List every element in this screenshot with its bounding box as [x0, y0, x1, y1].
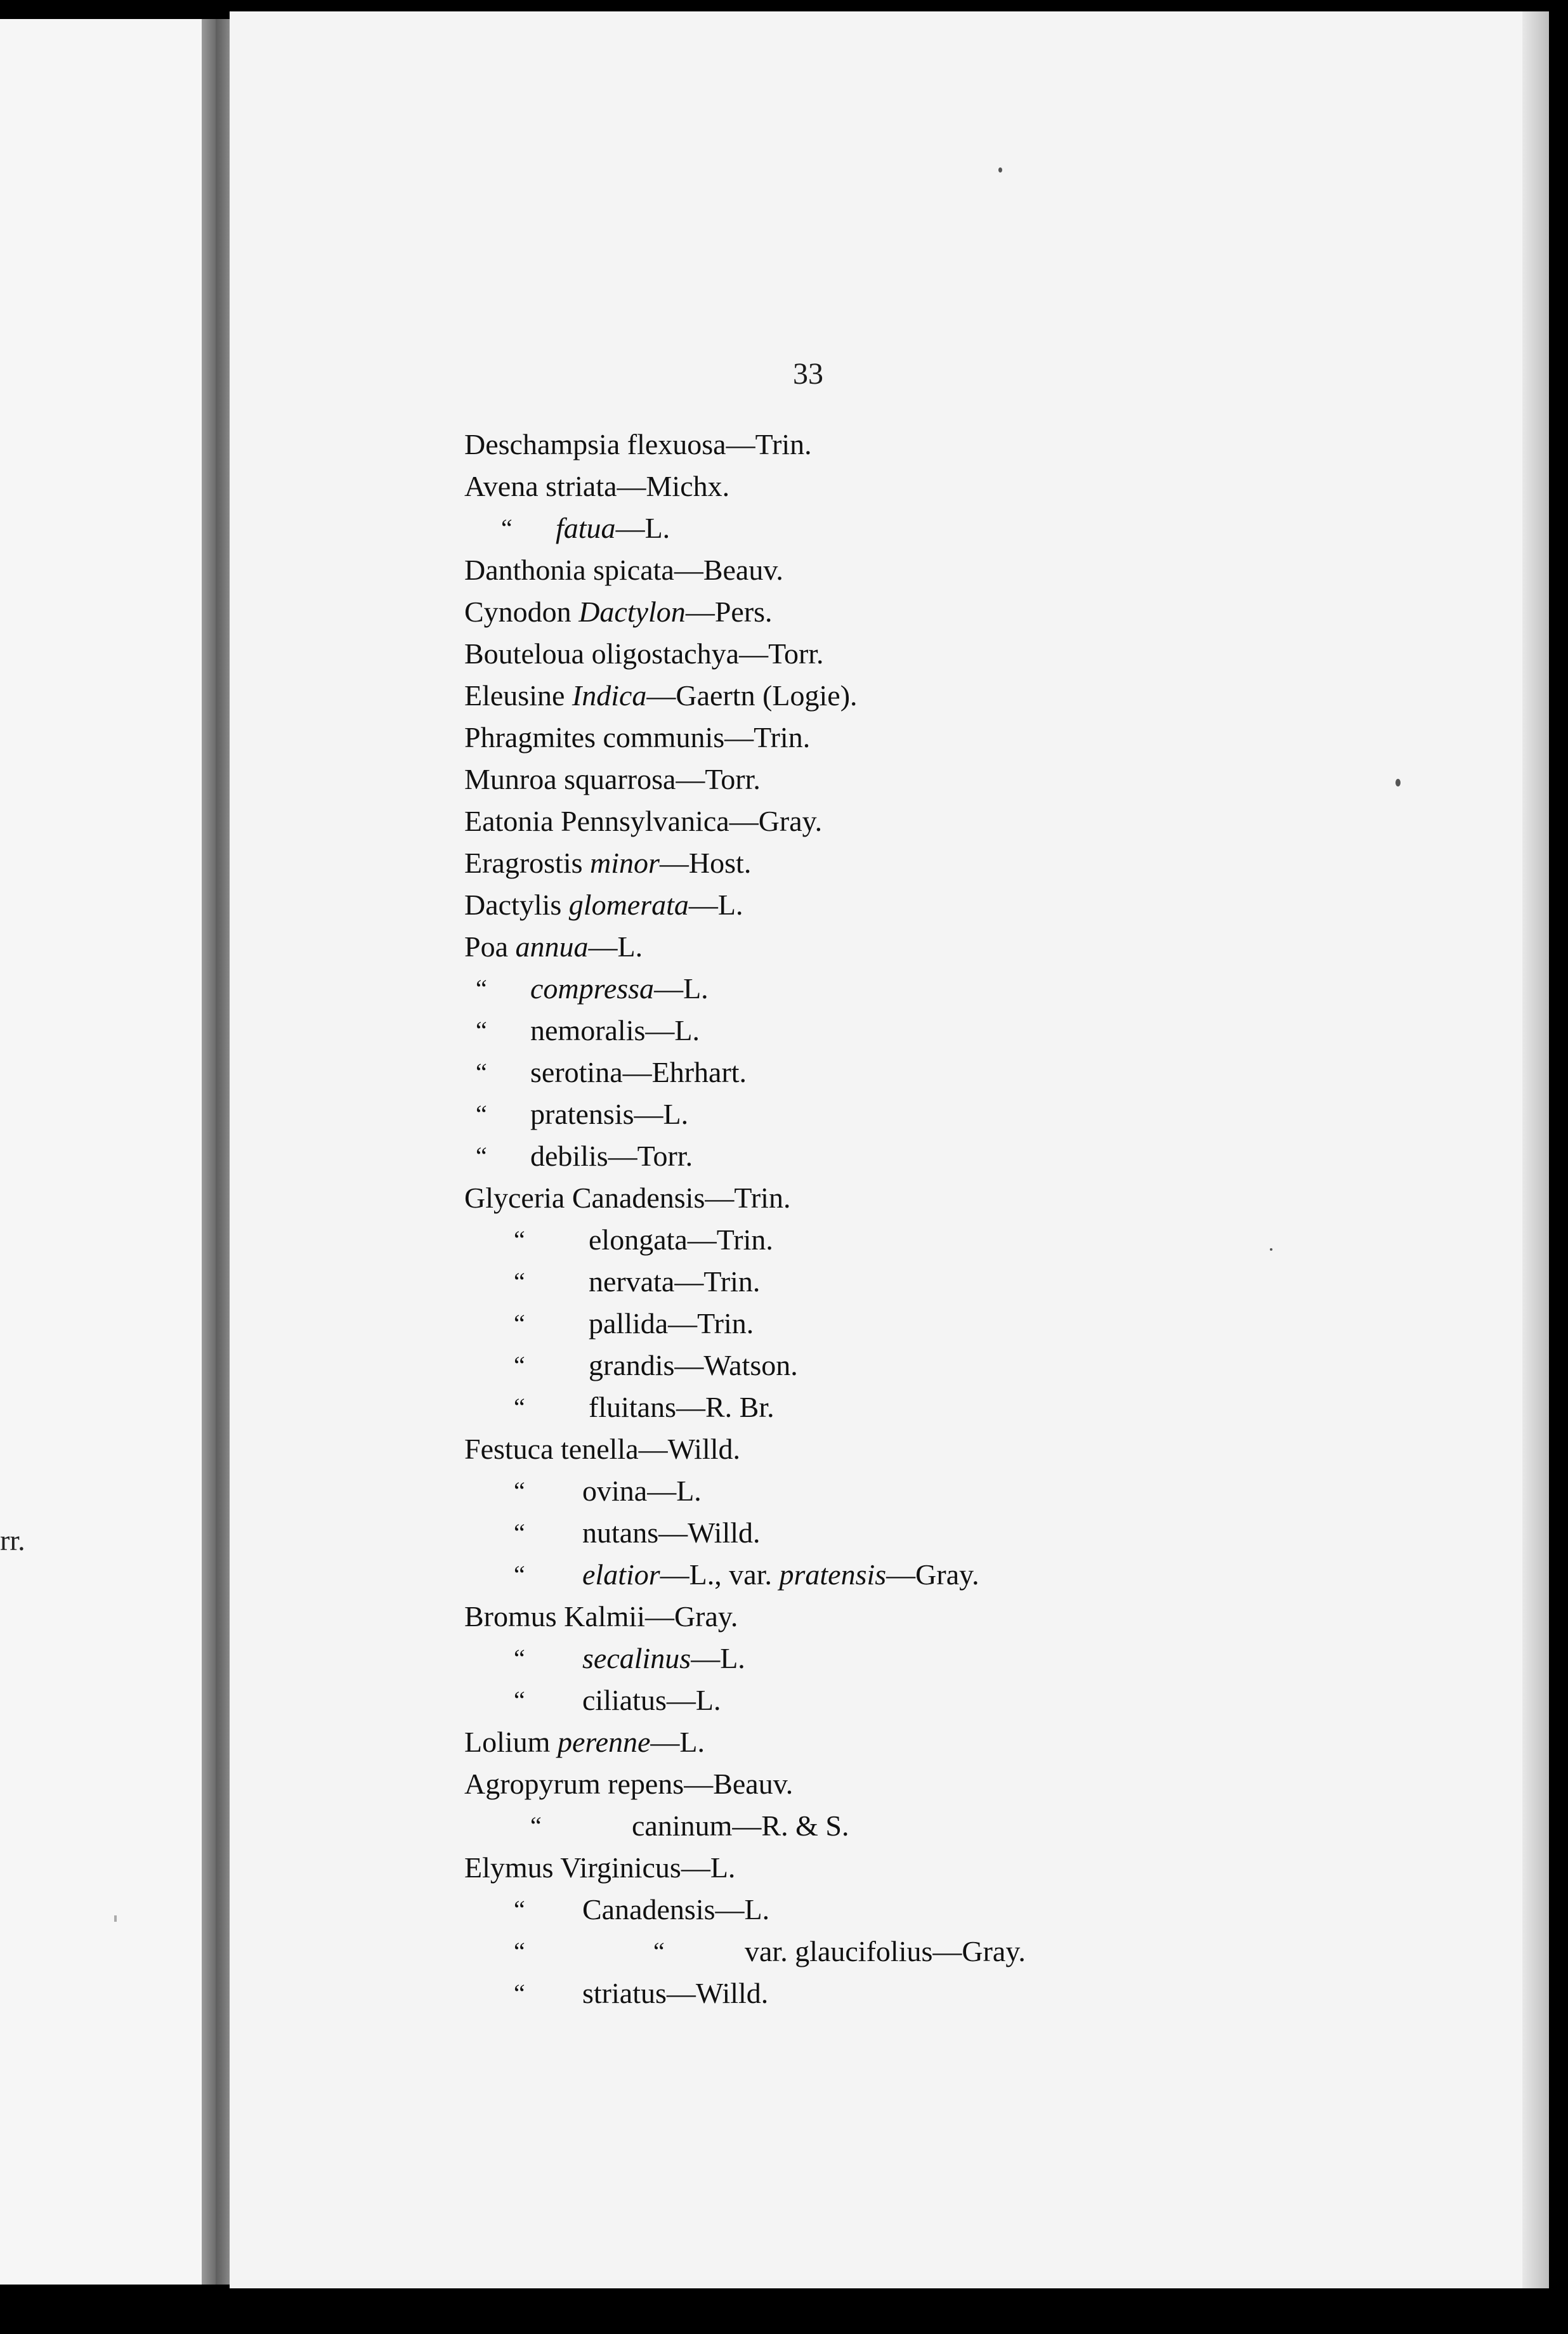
species-name	[582, 1972, 768, 2014]
ditto-mark: “	[476, 1142, 487, 1170]
name-text: serotina—Ehrhart.	[530, 1056, 747, 1088]
italic-epithet: elatior	[582, 1558, 660, 1591]
name-text: Glyceria Canadensis—Trin.	[464, 1182, 791, 1214]
name-text: Elymus Virginicus—L.	[464, 1851, 736, 1884]
species-name	[464, 1763, 793, 1805]
species-name	[464, 1428, 740, 1470]
species-name	[582, 1638, 745, 1679]
ditto-mark: “	[514, 1644, 525, 1672]
species-name	[464, 800, 822, 842]
name-text: Phragmites communis—Trin.	[464, 721, 811, 753]
species-name	[464, 759, 761, 800]
ditto-mark: “	[514, 1477, 525, 1505]
ditto-mark: “	[514, 1979, 525, 2007]
name-text: Avena striata—Michx.	[464, 470, 730, 502]
name-text: —Pers.	[685, 596, 773, 628]
name-text: elongata—Trin.	[589, 1223, 773, 1256]
ditto-mark: “	[501, 514, 513, 542]
species-name	[589, 1219, 773, 1261]
name-text: Danthonia spicata—Beauv.	[464, 554, 783, 586]
species-name	[589, 1345, 798, 1386]
species-name	[530, 968, 709, 1010]
name-text: caninum—R. & S.	[632, 1809, 849, 1842]
page-right-edge	[1522, 11, 1549, 2288]
species-name	[745, 1931, 1026, 1972]
italic-epithet: compressa	[530, 972, 655, 1005]
ditto-mark: “	[514, 1351, 525, 1379]
species-name	[582, 1679, 721, 1721]
ditto-mark: “	[530, 1811, 542, 1840]
species-name	[589, 1261, 760, 1303]
name-text: Agropyrum repens—Beauv.	[464, 1768, 794, 1800]
italic-epithet: fatua	[556, 512, 616, 544]
name-text: Munroa squarrosa—Torr.	[464, 763, 761, 795]
ditto-mark: “	[514, 1393, 525, 1421]
species-name	[582, 1512, 761, 1554]
left-page-text-fragment: rr.	[0, 1524, 25, 1556]
page-number: 33	[793, 357, 823, 391]
species-name	[464, 842, 751, 884]
species-name	[582, 1470, 702, 1512]
ditto-mark: “	[514, 1560, 525, 1589]
name-text: Bouteloua oligostachya—Torr.	[464, 637, 824, 670]
italic-epithet: pratensis	[779, 1558, 887, 1591]
name-text: —Gaertn (Logie).	[646, 679, 858, 712]
ditto-mark: “	[514, 1225, 525, 1254]
species-name	[464, 675, 858, 717]
name-text: grandis—Watson.	[589, 1349, 798, 1381]
name-text: —L., var.	[660, 1558, 780, 1591]
italic-epithet: Dactylon	[578, 596, 686, 628]
name-text: —L.	[688, 889, 743, 921]
species-name	[530, 1052, 747, 1093]
name-text: Bromus Kalmii—Gray.	[464, 1600, 738, 1633]
name-text: Eragrostis	[464, 847, 591, 879]
species-name	[530, 1093, 688, 1135]
name-text: —L.	[615, 512, 670, 544]
name-text: pallida—Trin.	[589, 1307, 754, 1340]
italic-epithet: minor	[590, 847, 660, 879]
species-name	[464, 1847, 735, 1889]
name-text: fluitans—R. Br.	[589, 1391, 774, 1423]
name-text: striatus—Willd.	[582, 1977, 769, 2009]
ditto-mark: “	[514, 1267, 525, 1296]
name-text: —Gray.	[886, 1558, 979, 1591]
ditto-mark: “	[514, 1895, 525, 1924]
ditto-mark: “	[514, 1518, 525, 1547]
name-text: —L.	[691, 1642, 745, 1674]
name-text: Dactylis	[464, 889, 569, 921]
species-name	[464, 466, 729, 507]
name-text: nervata—Trin.	[589, 1265, 761, 1298]
species-name	[464, 549, 783, 591]
name-text: nemoralis—L.	[530, 1014, 700, 1046]
ditto-mark: “	[653, 1937, 665, 1966]
name-text: Lolium	[464, 1726, 558, 1758]
name-text: —Host.	[659, 847, 752, 879]
italic-epithet: annua	[515, 930, 589, 963]
name-text: pratensis—L.	[530, 1098, 689, 1130]
species-name	[464, 591, 773, 633]
species-name	[589, 1303, 754, 1345]
species-name	[589, 1386, 774, 1428]
page-speck	[998, 167, 1002, 173]
name-text: Canadensis—L.	[582, 1893, 770, 1926]
italic-epithet: secalinus	[582, 1642, 691, 1674]
italic-epithet: Indica	[572, 679, 647, 712]
species-name	[464, 1721, 705, 1763]
species-name	[530, 1010, 700, 1052]
species-name	[582, 1889, 769, 1931]
species-name	[582, 1554, 979, 1596]
species-name	[464, 884, 743, 926]
species-name	[464, 926, 643, 968]
name-text: Eatonia Pennsylvanica—Gray.	[464, 805, 823, 837]
name-text: —L.	[588, 930, 643, 963]
ditto-mark: “	[514, 1686, 525, 1714]
left-facing-page	[0, 19, 202, 2285]
ditto-mark: “	[476, 1100, 487, 1128]
ditto-mark: “	[476, 974, 487, 1003]
species-name	[632, 1805, 849, 1847]
name-text: Cynodon	[464, 596, 579, 628]
species-name	[556, 507, 670, 549]
species-name	[464, 424, 812, 466]
ditto-mark: “	[476, 1058, 487, 1086]
species-name	[464, 717, 810, 759]
name-text: Eleusine	[464, 679, 572, 712]
italic-epithet: perenne	[557, 1726, 651, 1758]
name-text: Deschampsia flexuosa—Trin.	[464, 428, 812, 460]
species-name	[464, 633, 824, 675]
name-text: nutans—Willd.	[582, 1516, 761, 1549]
name-text: —L.	[654, 972, 709, 1005]
ditto-mark: “	[514, 1309, 525, 1338]
name-text: ovina—L.	[582, 1475, 702, 1507]
name-text: ciliatus—L.	[582, 1684, 721, 1716]
species-name	[464, 1596, 738, 1638]
species-name	[464, 1177, 790, 1219]
italic-epithet: glomerata	[568, 889, 689, 921]
name-text: var. glaucifolius—Gray.	[745, 1935, 1026, 1967]
species-name	[530, 1135, 693, 1177]
ditto-mark: “	[476, 1016, 487, 1045]
gutter-shadow	[216, 19, 230, 2285]
page-speck	[1270, 1248, 1272, 1251]
name-text: —L.	[650, 1726, 705, 1758]
page-speck	[1395, 779, 1401, 786]
name-text: debilis—Torr.	[530, 1140, 693, 1172]
name-text: Poa	[464, 930, 516, 963]
name-text: Festuca tenella—Willd.	[464, 1433, 741, 1465]
left-page-speck	[114, 1915, 117, 1922]
ditto-mark: “	[514, 1937, 525, 1966]
